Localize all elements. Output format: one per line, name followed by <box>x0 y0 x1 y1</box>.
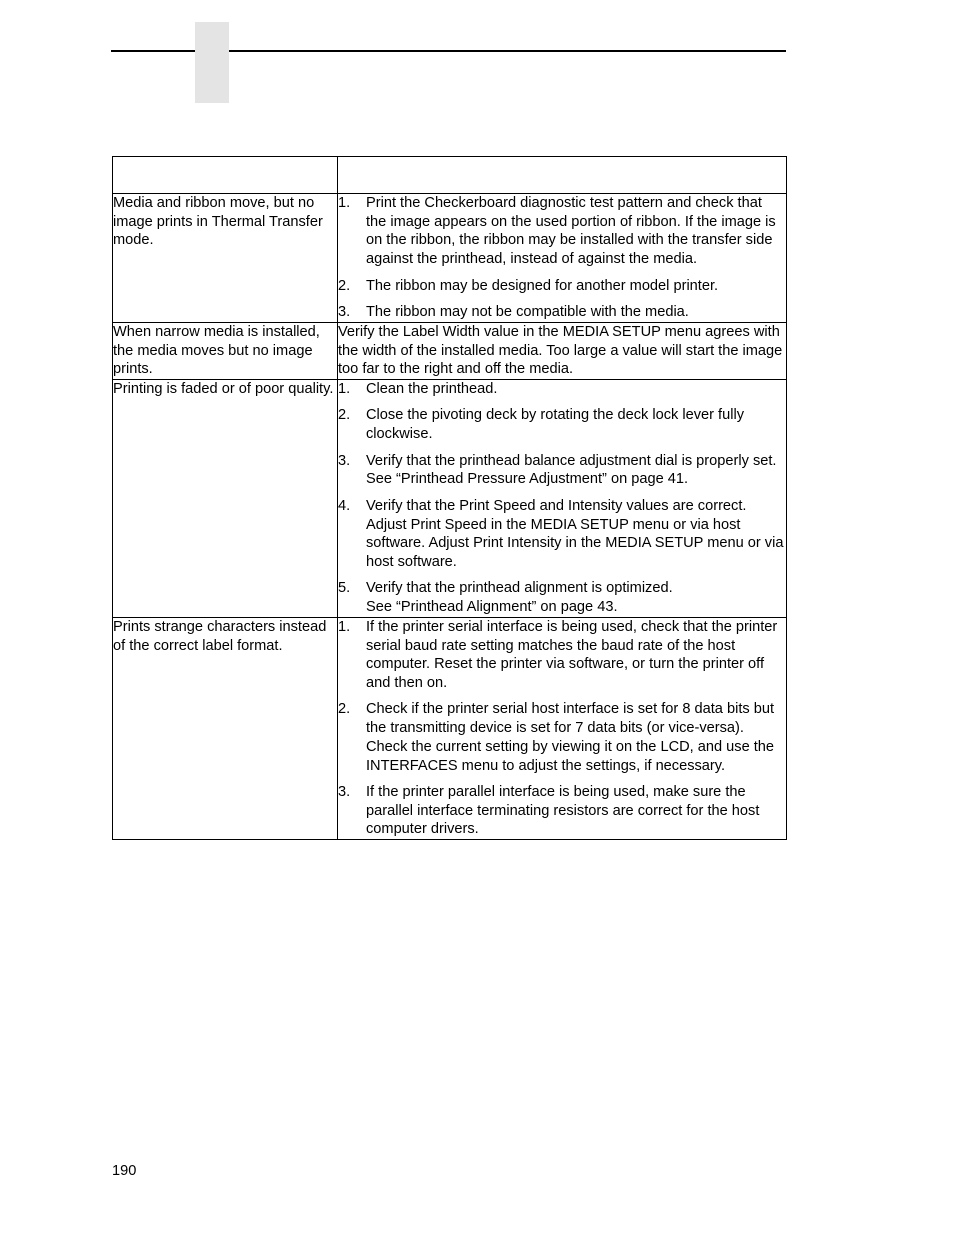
solution-steps <box>338 380 786 617</box>
step-number: 1. <box>338 195 351 211</box>
step-number: 1. <box>338 618 351 635</box>
step-number: 3. <box>338 304 351 321</box>
step-text: Print the Checkerboard diagnostic test pattern and check that the image appears on the used portion of ribbon. If the image is on the ribbon, the ribbon may be installed with the transfer side against the printhead, instead of against the media. <box>366 195 776 268</box>
step-text: If the printer parallel interface is being used, make sure the parallel interface terminating resistors are correct for the host computer drivers. <box>366 784 760 838</box>
solution-step <box>338 618 786 693</box>
solution-step <box>338 380 786 399</box>
symptom-cell: Prints strange characters instead of the correct label format. <box>113 617 338 839</box>
table-row <box>113 379 787 617</box>
table-row <box>113 194 787 323</box>
symptom-cell: When narrow media is installed, the media moves but no image prints. <box>113 322 338 379</box>
step-text: The ribbon may not be compatible with the media. <box>366 304 689 321</box>
symptom-cell: Printing is faded or of poor quality. <box>113 379 338 617</box>
page-number: 190 <box>112 1163 137 1179</box>
solution-step <box>338 579 786 616</box>
step-text-line: See “Printhead Alignment” on page 43. <box>366 599 618 616</box>
step-number: 4. <box>338 497 351 514</box>
step-text: If the printer serial interface is being used, check that the printer serial baud rate setting matches the baud rate of the host computer. Reset the printer via software, or turn the printer off and then on. <box>366 618 778 691</box>
step-text-line: Verify that the printhead alignment is optimized. <box>366 580 673 597</box>
header-cell-solution <box>338 157 787 194</box>
step-number: 1. <box>338 380 351 397</box>
solution-cell: Verify the Label Width value in the MEDIA SETUP menu agrees with the width of the installed media. Too large a value will start the image too far to the right and off the media. <box>338 322 787 379</box>
step-text: Verify that the Print Speed and Intensity values are correct. Adjust Print Speed in the MEDIA SETUP menu or via host software. Adjust Print Intensity in the MEDIA SETUP menu or via host software. <box>366 497 784 570</box>
solution-steps <box>338 194 786 322</box>
step-number: 3. <box>338 452 351 469</box>
step-text <box>366 579 786 616</box>
table-row <box>113 617 787 839</box>
step-number: 2. <box>338 701 351 718</box>
step-text: Close the pivoting deck by rotating the deck lock lever fully clockwise. <box>366 407 745 443</box>
solution-step <box>338 194 786 269</box>
step-number: 2. <box>338 277 351 294</box>
solution-step <box>338 406 786 443</box>
step-text: Verify that the printhead balance adjustment dial is properly set. See “Printhead Pressure Adjustment” on page 41. <box>366 452 777 488</box>
solution-step <box>338 277 786 296</box>
step-number: 2. <box>338 407 351 424</box>
solution-step <box>338 783 786 839</box>
table-row <box>113 322 787 379</box>
step-number: 3. <box>338 784 351 801</box>
solution-step <box>338 452 786 489</box>
solution-cell <box>338 194 787 323</box>
chapter-tab <box>195 22 229 103</box>
solution-steps <box>338 618 786 839</box>
solution-cell <box>338 379 787 617</box>
solution-cell <box>338 617 787 839</box>
troubleshooting-table <box>112 156 787 840</box>
solution-step <box>338 303 786 322</box>
step-text: Check if the printer serial host interface is set for 8 data bits but the transmitting device is set for 7 data bits (or vice-versa). Check the current setting by viewing it on the LCD, and use the INTERFACES menu to adjust the settings, if necessary. <box>366 701 775 774</box>
step-text: The ribbon may be designed for another model printer. <box>366 277 719 294</box>
step-text: Clean the printhead. <box>366 380 498 397</box>
symptom-cell: Media and ribbon move, but no image prints in Thermal Transfer mode. <box>113 194 338 323</box>
solution-step <box>338 700 786 775</box>
solution-step <box>338 497 786 572</box>
header-cell-symptom <box>113 157 338 194</box>
table-header-row <box>113 157 787 194</box>
step-number: 5. <box>338 580 351 597</box>
